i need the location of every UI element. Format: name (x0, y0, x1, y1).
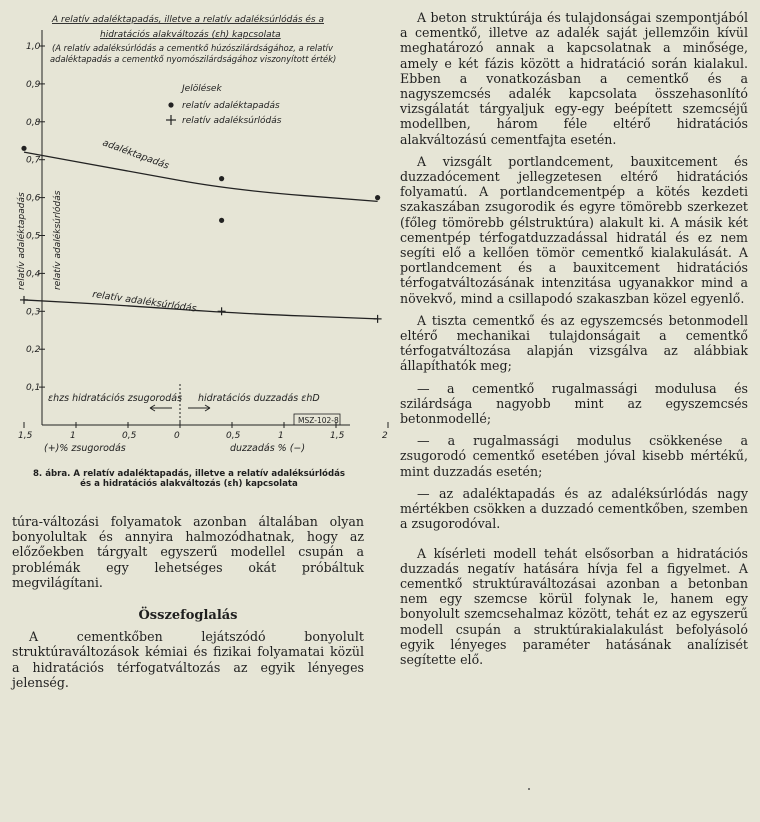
legend-label-1: relatív adaléktapadás (182, 101, 280, 111)
filled-dot-icon (168, 102, 173, 107)
legend-label-2: relatív adaléksúrlódás (182, 116, 282, 126)
y-tick-label: 0,2 (26, 345, 41, 356)
caption-line-2: és a hidratációs alakváltozás (εh) kapcsolata (80, 479, 298, 489)
y-tick-label: 0,7 (26, 155, 41, 166)
y-tick-label: 0,5 (26, 231, 41, 242)
x-tick-label: 0,5 (226, 431, 241, 441)
right-paragraph-3: A tiszta cementkő és az egyszemcsés betonmodell eltérő mechanikai tulajdonságait a cementkő térfogatváltozása alapján vizsgálva az alábbiak állapíthatók meg; (400, 312, 748, 374)
x-tick-label: 2 (382, 431, 388, 441)
shrink-arrow (150, 405, 172, 411)
y-tick-label: 1,0 (26, 42, 41, 52)
figure-caption (14, 469, 364, 489)
x-tick-label: 0 (174, 431, 180, 441)
figure (0, 0, 388, 470)
friction-point (20, 296, 28, 304)
y-label-1: relatív adaléktapadás (17, 192, 27, 290)
x-tick-label: 1,5 (330, 431, 345, 441)
x-tick-label: 1,5 (18, 431, 33, 441)
right-column (400, 10, 748, 667)
right-paragraph-1: A beton struktúrája és tulajdonságai szempontjából a cementkő, illetve az adalék saját jellemzőin kívül meghatározó annak a kapcsolatnak a minősége, amely e két fázis között a hidratáció során kialakul. Ebben a vonatkozásban a cementkő és a nagyszemcsés adalék kapcsolata összehasonlító vizsgálatát tárgyaljuk egy-egy beépített szemcséjű modellben, három féle eltérő hidratációs alakváltozású cementfajta esetén. (400, 10, 748, 147)
fig-title-4: adaléktapadás a cementkő nyomószilárdságához viszonyított érték) (50, 54, 337, 64)
chart (0, 0, 388, 470)
friction-point (218, 307, 226, 315)
y-tick-label: 0,3 (26, 307, 41, 318)
x-tick-label: 1 (70, 431, 76, 441)
right-paragraph-2: A vizsgált portlandcement, bauxitcement és duzzadócement jellegzetesen eltérő hidratációs folyamatú. A portlandcementpép a kötés kezdeti szakaszában zsugorodik és egyre tömörebb szerkezet (főleg tömörebb gélstruktúra) alakult ki. A másik két cementpép térfogatduzzadással hidratál és ez nem segíti elő a kellően tömör cementkő kialakulását. A portlandcement és a bauxitcement hidratációs térfogatváltozásának intenzitása ugyanakkor mind a növekvő, mind a csillapodó szakaszban közel egyenlő. (400, 153, 748, 306)
adhesion-point (219, 218, 224, 223)
left-paragraph-2: A cementkőben lejátszódó bonyolult struktúraváltozások kémiai és fizikai folyamatai közül a hidratációs térfogatváltozás az egyik lényeges jelenség. (12, 629, 364, 690)
adhesion-point (375, 195, 380, 200)
fig-title-3: (A relatív adaléksúrlódás a cementkő húzószilárdságához, a relatív (52, 43, 333, 53)
curve-label-1: adaléktapadás (100, 137, 171, 172)
y-label-2: relatív adaléksúrlódás (53, 190, 63, 290)
fig-title-1: A relatív adaléktapadás, illetve a relatív adaléksúrlódás és a (52, 15, 324, 25)
x-tick-label: 0,5 (122, 431, 137, 441)
figure-tag: MSZ-102-8 (298, 416, 339, 425)
swell-arrow (188, 405, 210, 411)
x-label-right: duzzadás % (−) (230, 443, 306, 454)
x-tick-label: 1 (278, 431, 284, 441)
right-paragraph-4: A kísérleti modell tehát elsősorban a hidratációs duzzadás negatív hatására hívja fel a figyelmet. A cementkő struktúraváltozásai azonban a betonban nem egy szemcse körül folynak le, hanem egy bonyolult szemcsehalmaz között, tehát ez az egyszerű modell csupán a struktúrakialakulást befolyásoló egyik lényeges paraméter hatásának analízisét segítette elő. (400, 545, 748, 667)
legend-title: Jelölések (182, 84, 222, 94)
plus-icon (166, 115, 176, 125)
list-item-3: — az adaléktapadás és az adaléksúrlódás nagy mértékben csökken a duzzadó cementkőben, szemben a zsugorodóval. (400, 485, 748, 532)
swell-label: hidratációs duzzadás εhD (198, 393, 320, 404)
fig-title-2: hidratációs alakváltozás (εh) kapcsolata (100, 30, 281, 40)
y-tick-label: 0,9 (26, 79, 41, 90)
curve-label-2: relatív adaléksúrlódás (91, 289, 198, 315)
x-label-left: (+)% zsugorodás (44, 443, 126, 454)
friction-curve (24, 300, 378, 319)
y-tick-label: 0,4 (26, 269, 41, 280)
section-heading: Összefoglalás (138, 608, 238, 624)
list-item-2: — a rugalmassági modulus csökkenése a zsugorodó cementkő esetében jóval kisebb mértékű, mint duzzadás esetén; (400, 433, 748, 479)
y-tick-label: 0,8 (26, 117, 41, 128)
caption-line-1: 8. ábra. A relatív adaléktapadás, illetve a relatív adaléksúrlódás (32, 469, 346, 479)
adhesion-point (21, 146, 26, 151)
left-column (12, 514, 364, 690)
y-tick-label: 0,6 (26, 193, 41, 204)
page-speck (528, 788, 530, 790)
left-paragraph-1: túra-változási folyamatok azonban általában olyan bonyolultak és annyira halmozódhatnak, hogy az előzőekben tárgyalt egyszerű modellel csupán a problémák egy lehetséges okát próbáltuk megvilágítani. (12, 514, 364, 590)
adhesion-point (219, 176, 224, 181)
friction-point (374, 315, 382, 323)
adhesion-curve (24, 152, 378, 201)
shrink-label: εhzs hidratációs zsugorodás (48, 393, 183, 404)
y-tick-label: 0,1 (26, 383, 41, 394)
list-item-1: — a cementkő rugalmassági modulusa és szilárdsága nagyobb mint az egyszemcsés betonmodellé; (400, 380, 748, 427)
